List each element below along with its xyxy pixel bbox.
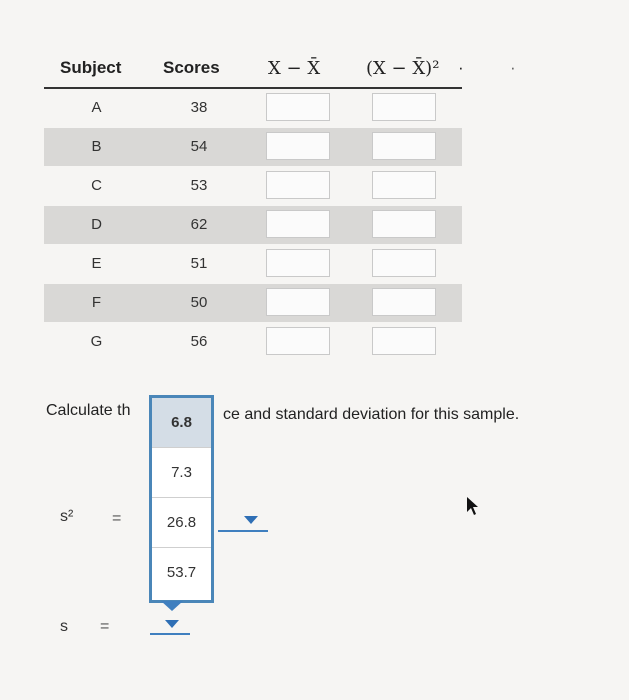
- deviation-input[interactable]: [266, 93, 330, 121]
- table-row: [44, 206, 462, 244]
- squared-deviation-input[interactable]: [372, 210, 436, 238]
- variance-equals: =: [112, 510, 122, 527]
- squared-deviation-input[interactable]: [372, 327, 436, 355]
- squared-deviation-input[interactable]: [372, 132, 436, 160]
- deviation-input[interactable]: [266, 171, 330, 199]
- deviation-input[interactable]: [266, 210, 330, 238]
- header-scores: Scores: [163, 58, 220, 77]
- dropdown-option[interactable]: 26.8: [152, 498, 211, 548]
- squared-deviation-input[interactable]: [372, 93, 436, 121]
- table-row: [44, 323, 462, 361]
- table-row: [44, 89, 462, 127]
- table-row: [44, 128, 462, 166]
- score-cell: 62: [190, 216, 208, 233]
- score-cell: 53: [190, 177, 208, 194]
- deviation-input[interactable]: [266, 132, 330, 160]
- variance-select-underline[interactable]: [218, 530, 268, 532]
- subject-cell: D: [91, 216, 102, 233]
- stddev-dropdown-arrow-icon[interactable]: [165, 620, 179, 628]
- deviation-input[interactable]: [266, 327, 330, 355]
- subject-cell: C: [91, 177, 102, 194]
- header-deviation: X − X̄: [268, 58, 321, 79]
- table-row: [44, 284, 462, 322]
- subject-cell: G: [90, 333, 103, 350]
- stddev-label: s: [60, 618, 68, 635]
- mouse-cursor-icon: [466, 496, 480, 521]
- score-cell: 56: [190, 333, 208, 350]
- subject-cell: A: [91, 99, 102, 116]
- stddev-select-underline[interactable]: [150, 633, 190, 635]
- dropdown-option[interactable]: 6.8: [152, 398, 211, 448]
- table-row: [44, 245, 462, 283]
- score-cell: 54: [190, 138, 208, 155]
- deviation-input[interactable]: [266, 249, 330, 277]
- dropdown-option[interactable]: 53.7: [166, 564, 197, 581]
- dropdown-option[interactable]: 7.3: [152, 448, 211, 498]
- score-cell: 50: [190, 294, 208, 311]
- squared-deviation-input[interactable]: [372, 249, 436, 277]
- score-cell: 51: [190, 255, 208, 272]
- header-mark: ·: [458, 58, 464, 77]
- subject-cell: E: [91, 255, 102, 272]
- header-squared-deviation: (X − X̄)²: [366, 58, 440, 79]
- header-mark-2: ·: [510, 58, 516, 77]
- squared-deviation-input[interactable]: [372, 171, 436, 199]
- stddev-equals: =: [100, 618, 110, 635]
- variance-dropdown-arrow-icon[interactable]: [244, 516, 258, 524]
- subject-cell: F: [91, 294, 102, 311]
- variance-label: s²: [60, 508, 74, 525]
- prompt-text-start: Calculate th: [46, 402, 131, 419]
- squared-deviation-input[interactable]: [372, 288, 436, 316]
- prompt-text-end: ce and standard deviation for this sample.: [223, 406, 520, 423]
- subject-cell: B: [91, 138, 102, 155]
- header-subject: Subject: [60, 58, 122, 77]
- deviation-input[interactable]: [266, 288, 330, 316]
- dropdown-caret-icon[interactable]: [161, 601, 183, 611]
- table-row: [44, 167, 462, 205]
- variance-dropdown-list[interactable]: [149, 395, 214, 603]
- score-cell: 38: [190, 99, 208, 116]
